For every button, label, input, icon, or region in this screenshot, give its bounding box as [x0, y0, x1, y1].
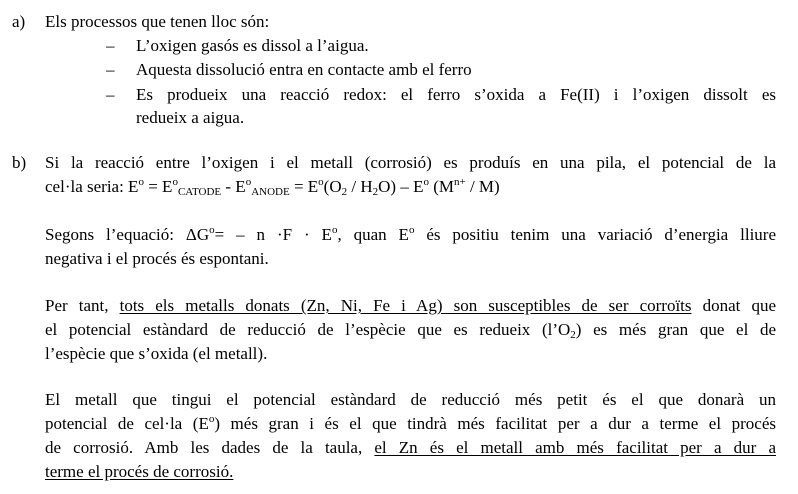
- bullet-item: Es produeix una reacció redox: el ferro s’oxida a Fe(II) i l’oxigen dissolt es: [136, 85, 776, 104]
- paragraph-line: el potencial estàndard de reducció de l’espècie que es redueix $(l’O_2)$ es més gran que el de: [45, 320, 777, 341]
- bullet-item: L’oxigen gasós es dissol a l’aigua.: [136, 36, 369, 55]
- paragraph-line: de corrosió. Amb les dades de la taula, el Zn és el metall amb més facilitat per a dur a: [45, 438, 776, 457]
- underlined-conclusion: terme el procés de corrosió.: [45, 462, 234, 481]
- gibbs-equation-line: Segons l’equació: $\Delta G^o= - n \cdot F \cdot E^o$, quan $E^o$ és positiu tenim una variació d’energia lliure: [45, 224, 777, 244]
- paragraph-line: negativa i el procés és espontani.: [45, 249, 269, 268]
- underlined-conclusion: el Zn és el metall amb més facilitat per a dur a: [374, 438, 776, 457]
- item-label-a: a): [12, 12, 26, 31]
- bullet-dash: –: [106, 36, 115, 55]
- paragraph-line: Si la reacció entre l’oxigen i el metall (corrosió) es produís en una pila, el potencial de la: [45, 153, 776, 172]
- bullet-item-continuation: redueix a aigua.: [136, 108, 245, 127]
- bullet-item: Aquesta dissolució entra en contacte amb el ferro: [136, 60, 472, 79]
- potential-equation: cel·la seria: $E^o = E^o_{CATODE} - E^o_{ANODE} = E^o(O_2 / H_2O) - E^o$ $(M^{n+} / M)$: [45, 176, 500, 198]
- intro-text: Els processos que tenen lloc són:: [45, 12, 270, 31]
- paragraph-line: l’espècie que s’oxida (el metall).: [45, 344, 268, 363]
- paragraph-line: potencial de cel·la $(E^o)$ més gran i és el que tindrà més facilitat per a dur a terme el procés: [45, 413, 776, 433]
- underlined-conclusion: tots els metalls donats (Zn, Ni, Fe i Ag) son susceptibles de ser corroïts: [119, 296, 692, 315]
- paragraph-line: Per tant, tots els metalls donats (Zn, Ni, Fe i Ag) son susceptibles de ser corroïts donat que: [45, 296, 777, 315]
- bullet-dash: –: [106, 85, 115, 104]
- bullet-dash: –: [106, 60, 115, 79]
- item-label-b: b): [12, 153, 27, 172]
- paragraph-line: El metall que tingui el potencial estàndard de reducció més petit és el que donarà un: [45, 390, 776, 409]
